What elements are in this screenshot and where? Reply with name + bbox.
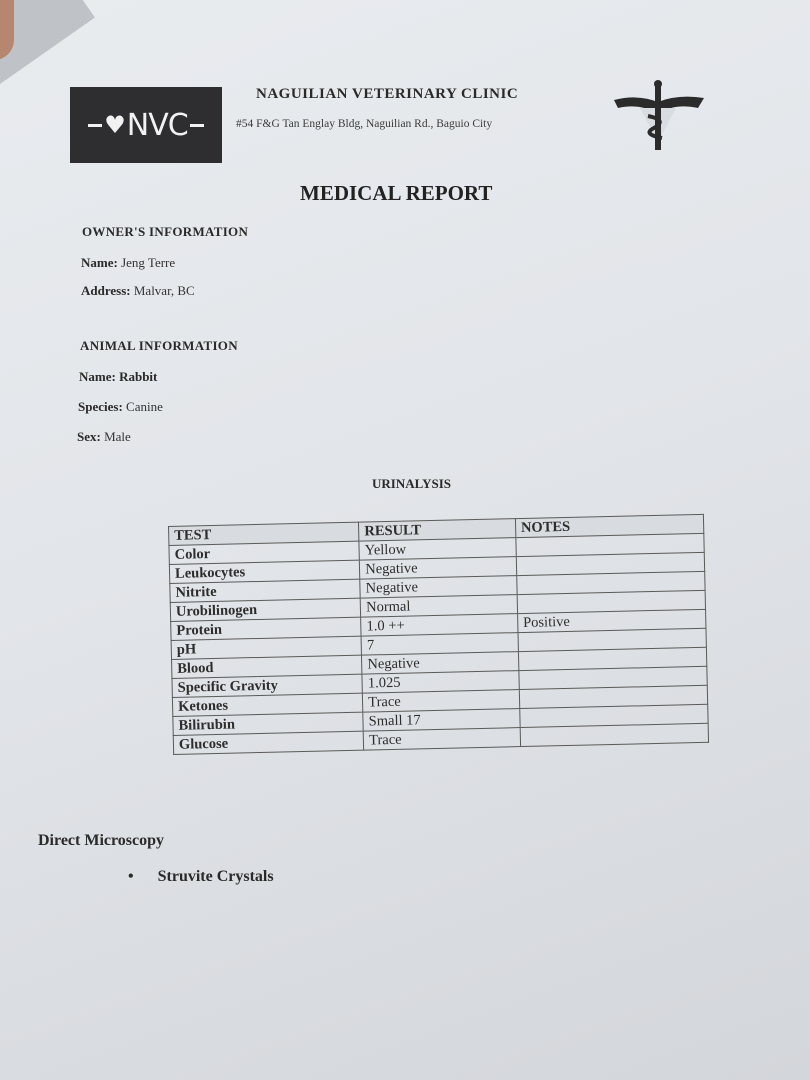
result-cell: Trace [363,728,520,751]
notes-cell: Positive [517,609,706,632]
result-cell: 1.0 ++ [361,614,518,637]
list-item [128,868,274,886]
animal-species-label: Species: [78,399,123,414]
animal-heading: ANIMAL INFORMATION [80,338,238,353]
test-cell: Glucose [173,731,364,754]
animal-species-field [78,399,163,415]
result-cell: Negative [360,576,517,599]
clinic-logo [70,87,222,163]
owner-name-field [81,255,175,271]
result-cell: 1.025 [362,671,519,694]
animal-name-field [79,369,157,385]
clinic-name: NAGUILIAN VETERINARY CLINIC [256,86,519,102]
owner-heading: OWNER'S INFORMATION [82,224,249,239]
urinalysis-table-wrapper [168,514,709,755]
notes-cell [520,723,709,746]
test-cell: Leukocytes [169,560,360,583]
logo-text: NVC [126,107,188,143]
test-cell: Ketones [172,693,363,716]
test-cell: pH [171,636,362,659]
result-cell: Negative [360,557,517,580]
result-cell: Negative [362,652,519,675]
test-cell: Specific Gravity [172,674,363,697]
owner-address-value: Malvar, BC [133,283,195,298]
veterinary-caduceus-icon [608,78,708,156]
animal-sex-value: Male [104,429,131,444]
microscopy-heading: Direct Microscopy [38,832,165,849]
test-cell: Urobilinogen [170,598,361,621]
test-cell: Blood [172,655,363,678]
animal-name-label: Name: [79,369,116,384]
test-cell: Color [169,541,360,564]
report-title: MEDICAL REPORT [300,181,493,205]
microscopy-item: Struvite Crystals [157,868,274,885]
urinalysis-heading: URINALYSIS [372,476,451,491]
result-cell: Small 17 [363,709,520,732]
clinic-address: #54 F&G Tan Englay Bldg, Naguilian Rd., Baguio City [236,118,493,130]
heart-paw-icon: ♥ [104,111,125,139]
result-cell: Normal [360,595,517,618]
owner-name-value: Jeng Terre [121,255,176,270]
owner-address-field [81,283,195,299]
test-cell: Protein [171,617,362,640]
result-cell: Trace [363,690,520,713]
test-cell: Nitrite [170,579,361,602]
animal-sex-label: Sex: [77,429,101,444]
animal-name-value: Rabbit [119,369,158,384]
column-header-result: RESULT [359,519,516,542]
owner-address-label: Address: [81,283,131,298]
bullet-icon: • [128,868,134,885]
result-cell: Yellow [359,538,516,561]
page-fold-shadow [0,0,95,86]
column-header-notes: NOTES [515,514,704,537]
column-header-test: TEST [169,522,360,545]
result-cell: 7 [361,633,518,656]
test-cell: Bilirubin [173,712,364,735]
owner-name-label: Name: [81,255,118,270]
animal-sex-field [77,429,131,445]
urinalysis-table [168,514,709,755]
animal-species-value: Canine [126,399,163,414]
